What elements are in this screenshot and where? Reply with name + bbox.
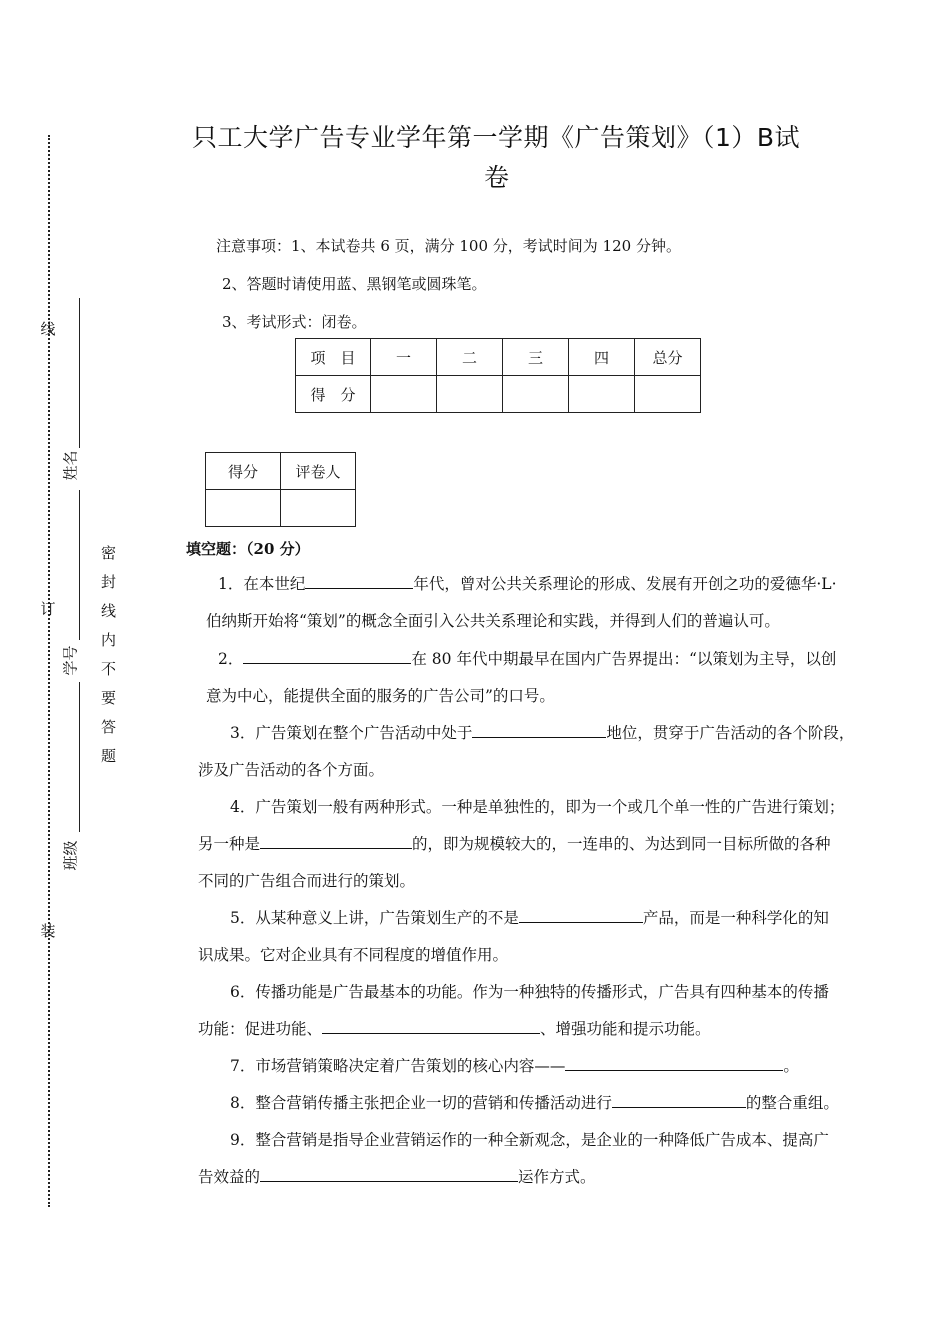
question-8-text-b: 的整合重组。 xyxy=(745,1094,839,1112)
question-9-line-1 xyxy=(230,1122,829,1159)
score-cell-4[interactable] xyxy=(569,376,635,413)
name-field-line xyxy=(79,298,80,448)
question-9-text-a: 9．整合营销是指导企业营销运作的一种全新观念，是企业的一种降低广告成本、提高广 xyxy=(230,1131,829,1149)
score-row-label: 得 分 xyxy=(296,376,371,413)
score-header-total: 总分 xyxy=(635,339,701,376)
grader-table-input-row xyxy=(206,490,356,527)
student-id-label: 学号 xyxy=(61,645,80,676)
question-1-line-2 xyxy=(206,603,780,640)
question-5-text-b: 产品，而是一种科学化的知 xyxy=(642,909,829,927)
question-7-text-b: 。 xyxy=(783,1057,799,1075)
question-5-text-c: 识成果。它对企业具有不同程度的增值作用。 xyxy=(198,946,509,964)
question-9-text-b: 告效益的 xyxy=(198,1168,261,1186)
question-4-line-3 xyxy=(198,863,415,900)
question-2-text-c: 意为中心，能提供全面的服务的广告公司”的口号。 xyxy=(206,687,555,705)
question-4-text-b: 另一种是 xyxy=(198,835,261,853)
question-9-text-c: 运作方式。 xyxy=(518,1168,596,1186)
score-header-1: 一 xyxy=(371,339,437,376)
question-8-line-1 xyxy=(230,1085,839,1122)
class-label: 班级 xyxy=(61,840,80,871)
grader-table xyxy=(205,452,356,527)
question-4-text-a: 4．广告策划一般有两种形式。一种是单独性的，即为一个或几个单一性的广告进行策划； xyxy=(230,798,845,816)
score-header-item: 项 目 xyxy=(296,339,371,376)
question-3-text-c: 涉及广告活动的各个方面。 xyxy=(198,761,385,779)
grader-table-header-row xyxy=(206,453,356,490)
score-header-2: 二 xyxy=(437,339,503,376)
question-8-blank[interactable] xyxy=(612,1091,746,1108)
exam-title-line1: 只工大学广告专业学年第一学期《广告策划》（1）B试 xyxy=(192,123,801,152)
question-3-line-2 xyxy=(198,752,384,789)
student-id-field-line xyxy=(79,490,80,640)
question-4-text-c: 的，即为规模较大的，一连串的、为达到同一目标所做的各种 xyxy=(412,835,831,853)
question-6-text-b: 功能：促进功能、 xyxy=(198,1020,323,1038)
notice-1: 注意事项：1、本试卷共 6 页，满分 100 分，考试时间为 120 分钟。 xyxy=(216,237,681,255)
question-9-line-2 xyxy=(198,1159,596,1196)
score-cell-1[interactable] xyxy=(371,376,437,413)
grader-score-cell[interactable] xyxy=(206,490,281,527)
score-cell-3[interactable] xyxy=(503,376,569,413)
section-heading: 填空题：（20 分） xyxy=(186,540,310,558)
class-field-line xyxy=(79,682,80,832)
question-2-text-a: 2． xyxy=(218,650,244,668)
grader-header-grader: 评卷人 xyxy=(281,453,356,490)
question-4-blank[interactable] xyxy=(260,832,412,849)
name-label: 姓名 xyxy=(61,450,80,481)
margin-label-xian: 线 xyxy=(40,320,56,338)
grader-header-score: 得分 xyxy=(206,453,281,490)
score-table xyxy=(295,338,701,413)
question-5-line-1 xyxy=(230,900,829,937)
question-6-blank[interactable] xyxy=(322,1017,540,1034)
score-table-score-row xyxy=(296,376,701,413)
question-1-line-1 xyxy=(218,566,837,603)
notice-2: 2、答题时请使用蓝、黑钢笔或圆珠笔。 xyxy=(222,275,487,293)
question-2-text-b: 在 80 年代中期最早在国内广告界提出：“以策划为主导，以创 xyxy=(411,650,837,668)
margin-label-zhuang: 装 xyxy=(40,922,56,940)
score-header-4: 四 xyxy=(569,339,635,376)
question-8-text-a: 8．整合营销传播主张把企业一切的营销和传播活动进行 xyxy=(230,1094,612,1112)
question-6-text-c: 、增强功能和提示功能。 xyxy=(540,1020,711,1038)
question-1-text-a: 1．在本世纪 xyxy=(218,575,306,593)
margin-label-ding: 订 xyxy=(40,600,56,618)
score-header-3: 三 xyxy=(503,339,569,376)
score-table-header-row xyxy=(296,339,701,376)
question-7-blank[interactable] xyxy=(565,1054,783,1071)
question-1-text-c: 伯纳斯开始将“策划”的概念全面引入公共关系理论和实践，并得到人们的普遍认可。 xyxy=(206,612,780,630)
question-7-text-a: 7．市场营销策略决定着广告策划的核心内容—— xyxy=(230,1057,566,1075)
question-3-line-1 xyxy=(230,715,854,752)
score-cell-2[interactable] xyxy=(437,376,503,413)
question-3-text-b: 地位，贯穿于广告活动的各个阶段， xyxy=(606,724,855,742)
question-6-line-1 xyxy=(230,974,829,1011)
seal-warning: 密封线内不要答题 xyxy=(99,545,117,777)
question-3-blank[interactable] xyxy=(472,721,606,738)
question-1-text-b: 年代，曾对公共关系理论的形成、发展有开创之功的爱德华·L· xyxy=(413,575,837,593)
question-6-line-2 xyxy=(198,1011,711,1048)
question-6-text-a: 6．传播功能是广告最基本的功能。作为一种独特的传播形式，广告具有四种基本的传播 xyxy=(230,983,829,1001)
grader-name-cell[interactable] xyxy=(281,490,356,527)
question-3-text-a: 3．广告策划在整个广告活动中处于 xyxy=(230,724,473,742)
score-cell-total[interactable] xyxy=(635,376,701,413)
question-4-line-2 xyxy=(198,826,831,863)
question-5-text-a: 5．从某种意义上讲，广告策划生产的不是 xyxy=(230,909,519,927)
question-1-blank[interactable] xyxy=(305,572,413,589)
question-5-line-2 xyxy=(198,937,508,974)
question-2-blank[interactable] xyxy=(243,647,411,664)
question-2-line-1 xyxy=(218,641,836,678)
question-2-line-2 xyxy=(206,678,555,715)
binding-dotted-line xyxy=(48,135,50,1207)
question-4-text-d: 不同的广告组合而进行的策划。 xyxy=(198,872,416,890)
exam-title-line2: 卷 xyxy=(484,163,510,192)
question-7-line-1 xyxy=(230,1048,799,1085)
question-4-line-1 xyxy=(230,789,844,826)
notice-3: 3、考试形式：闭卷。 xyxy=(222,313,367,331)
question-9-blank[interactable] xyxy=(260,1165,518,1182)
question-5-blank[interactable] xyxy=(519,906,643,923)
